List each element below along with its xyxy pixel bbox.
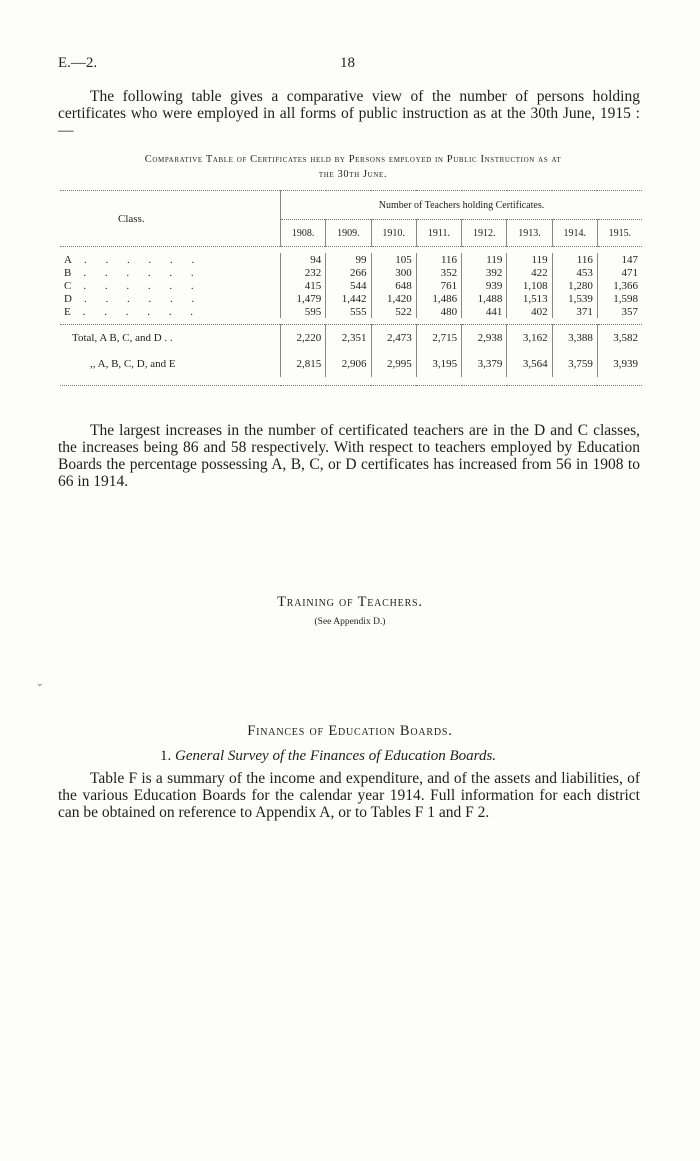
total-cell: 2,473 bbox=[371, 325, 416, 352]
finances-text: Table F is a summary of the income and expenditure, and of the assets and liabilities, of the various Education Boards for the calendar year 1914. Full information for each district can be obtained on reference to Appendix A, or to Tables F 1 and F 2. bbox=[58, 770, 640, 821]
total-cell: 3,162 bbox=[507, 325, 552, 352]
group-header: Number of Teachers holding Certificates. bbox=[281, 191, 643, 220]
leader-dots: . . . . . . bbox=[83, 292, 203, 305]
table-cell: 544 bbox=[326, 279, 371, 292]
table-cell: 1,479 bbox=[281, 292, 326, 305]
class-letter: E bbox=[64, 305, 71, 318]
total-cell: 3,195 bbox=[416, 351, 461, 377]
total-label: Total, A B, C, and D . . bbox=[72, 332, 173, 344]
table-cell: 1,420 bbox=[371, 292, 416, 305]
total-row bbox=[60, 325, 642, 352]
row-label bbox=[60, 266, 281, 279]
table-cell: 1,486 bbox=[416, 292, 461, 305]
row-label bbox=[60, 305, 281, 318]
table-cell: 480 bbox=[416, 305, 461, 318]
table-cell: 232 bbox=[281, 266, 326, 279]
increase-text: The largest increases in the number of certificated teachers are in the D and C classes, the increases being 86 and 58 respectively. With respect to teachers employed by Education Boards the percentage possessing A, B, C, or D certificates has increased from 56 in 1908 to 66 in 1914. bbox=[58, 422, 640, 490]
table-caption-line-1: Comparative Table of Certificates held by Persons employed in Public Instruction as at bbox=[144, 154, 562, 165]
year-header: 1910. bbox=[371, 220, 416, 247]
leader-dots: . . . . . . bbox=[83, 279, 202, 292]
row-label bbox=[60, 292, 281, 305]
class-letter: C bbox=[64, 279, 72, 292]
table-cell: 1,488 bbox=[462, 292, 507, 305]
leader-dots: . . . . . . bbox=[82, 305, 201, 318]
table-row bbox=[60, 292, 642, 305]
total-cell: 2,220 bbox=[281, 325, 326, 352]
table-cell: 1,598 bbox=[597, 292, 642, 305]
table-row bbox=[60, 253, 642, 266]
total-cell: 3,759 bbox=[552, 351, 597, 377]
finances-subheading bbox=[160, 748, 496, 765]
table-cell: 1,280 bbox=[552, 279, 597, 292]
table-cell: 595 bbox=[281, 305, 326, 318]
table-cell: 116 bbox=[416, 253, 461, 266]
table-cell: 761 bbox=[416, 279, 461, 292]
total-cell: 2,815 bbox=[281, 351, 326, 377]
year-header: 1912. bbox=[462, 220, 507, 247]
table-cell: 939 bbox=[462, 279, 507, 292]
intro-paragraph bbox=[58, 88, 640, 139]
class-letter: D bbox=[64, 292, 72, 305]
table-cell: 1,539 bbox=[552, 292, 597, 305]
increase-paragraph bbox=[58, 422, 640, 490]
page-number: 18 bbox=[340, 55, 355, 71]
class-letter: B bbox=[64, 266, 72, 279]
table-row bbox=[60, 279, 642, 292]
table-cell: 415 bbox=[281, 279, 326, 292]
table-cell: 471 bbox=[597, 266, 642, 279]
total-cell: 2,715 bbox=[416, 325, 461, 352]
intro-text: The following table gives a comparative view of the number of persons holding certificates who were employed in all forms of public instruction as at the 30th June, 1915 :— bbox=[58, 88, 640, 139]
table-caption bbox=[58, 152, 648, 182]
year-header: 1914. bbox=[552, 220, 597, 247]
class-letter: A bbox=[64, 253, 72, 266]
total-cell: 2,351 bbox=[326, 325, 371, 352]
year-header: 1908. bbox=[281, 220, 326, 247]
total-rows bbox=[60, 325, 642, 378]
year-header: 1911. bbox=[416, 220, 461, 247]
total-cell: 3,388 bbox=[552, 325, 597, 352]
total-cell: 2,906 bbox=[326, 351, 371, 377]
table-cell: 1,442 bbox=[326, 292, 371, 305]
total-label: ,, A, B, C, D, and E bbox=[90, 358, 176, 370]
total-cell: 3,379 bbox=[462, 351, 507, 377]
total-cell: 3,582 bbox=[597, 325, 642, 352]
total-cell: 2,938 bbox=[462, 325, 507, 352]
year-header: 1913. bbox=[507, 220, 552, 247]
table-cell: 147 bbox=[597, 253, 642, 266]
table-cell: 402 bbox=[507, 305, 552, 318]
leader-dots: . . . . . . bbox=[83, 266, 202, 279]
table-cell: 441 bbox=[462, 305, 507, 318]
training-note: (See Appendix D.) bbox=[314, 617, 386, 627]
row-label bbox=[60, 279, 281, 292]
total-cell: 2,995 bbox=[371, 351, 416, 377]
table-cell: 392 bbox=[462, 266, 507, 279]
table-cell: 371 bbox=[552, 305, 597, 318]
table-row bbox=[60, 266, 642, 279]
table-cell: 116 bbox=[552, 253, 597, 266]
year-header: 1909. bbox=[326, 220, 371, 247]
margin-mark: ⌄ bbox=[36, 678, 44, 688]
table-cell: 99 bbox=[326, 253, 371, 266]
finances-title: Finances of Education Boards. bbox=[247, 723, 453, 739]
table-cell: 266 bbox=[326, 266, 371, 279]
table-cell: 1,108 bbox=[507, 279, 552, 292]
table-row bbox=[60, 305, 642, 318]
total-row bbox=[60, 351, 642, 377]
training-title: Training of Teachers. bbox=[277, 594, 423, 610]
table-cell: 422 bbox=[507, 266, 552, 279]
certificates-table bbox=[60, 190, 642, 386]
row-label bbox=[60, 253, 281, 266]
table-cell: 94 bbox=[281, 253, 326, 266]
table-cell: 453 bbox=[552, 266, 597, 279]
subheading-number: 1. bbox=[160, 748, 172, 764]
table-cell: 119 bbox=[507, 253, 552, 266]
class-column-header: Class. bbox=[118, 212, 145, 225]
document-code: E.—2. bbox=[58, 55, 98, 71]
table-cell: 119 bbox=[462, 253, 507, 266]
table-cell: 300 bbox=[371, 266, 416, 279]
total-cell: 3,564 bbox=[507, 351, 552, 377]
year-header: 1915. bbox=[597, 220, 642, 247]
table-cell: 105 bbox=[371, 253, 416, 266]
table-cell: 1,366 bbox=[597, 279, 642, 292]
class-rows bbox=[60, 253, 642, 318]
table-cell: 555 bbox=[326, 305, 371, 318]
table-cell: 1,513 bbox=[507, 292, 552, 305]
leader-dots: . . . . . . bbox=[83, 253, 203, 266]
total-cell: 3,939 bbox=[597, 351, 642, 377]
table-cell: 357 bbox=[597, 305, 642, 318]
table-cell: 352 bbox=[416, 266, 461, 279]
table-caption-line-2: the 30th June. bbox=[318, 169, 388, 180]
table-cell: 522 bbox=[371, 305, 416, 318]
finances-paragraph bbox=[58, 770, 640, 821]
subheading-text: General Survey of the Finances of Education Boards. bbox=[175, 748, 497, 764]
table-cell: 648 bbox=[371, 279, 416, 292]
